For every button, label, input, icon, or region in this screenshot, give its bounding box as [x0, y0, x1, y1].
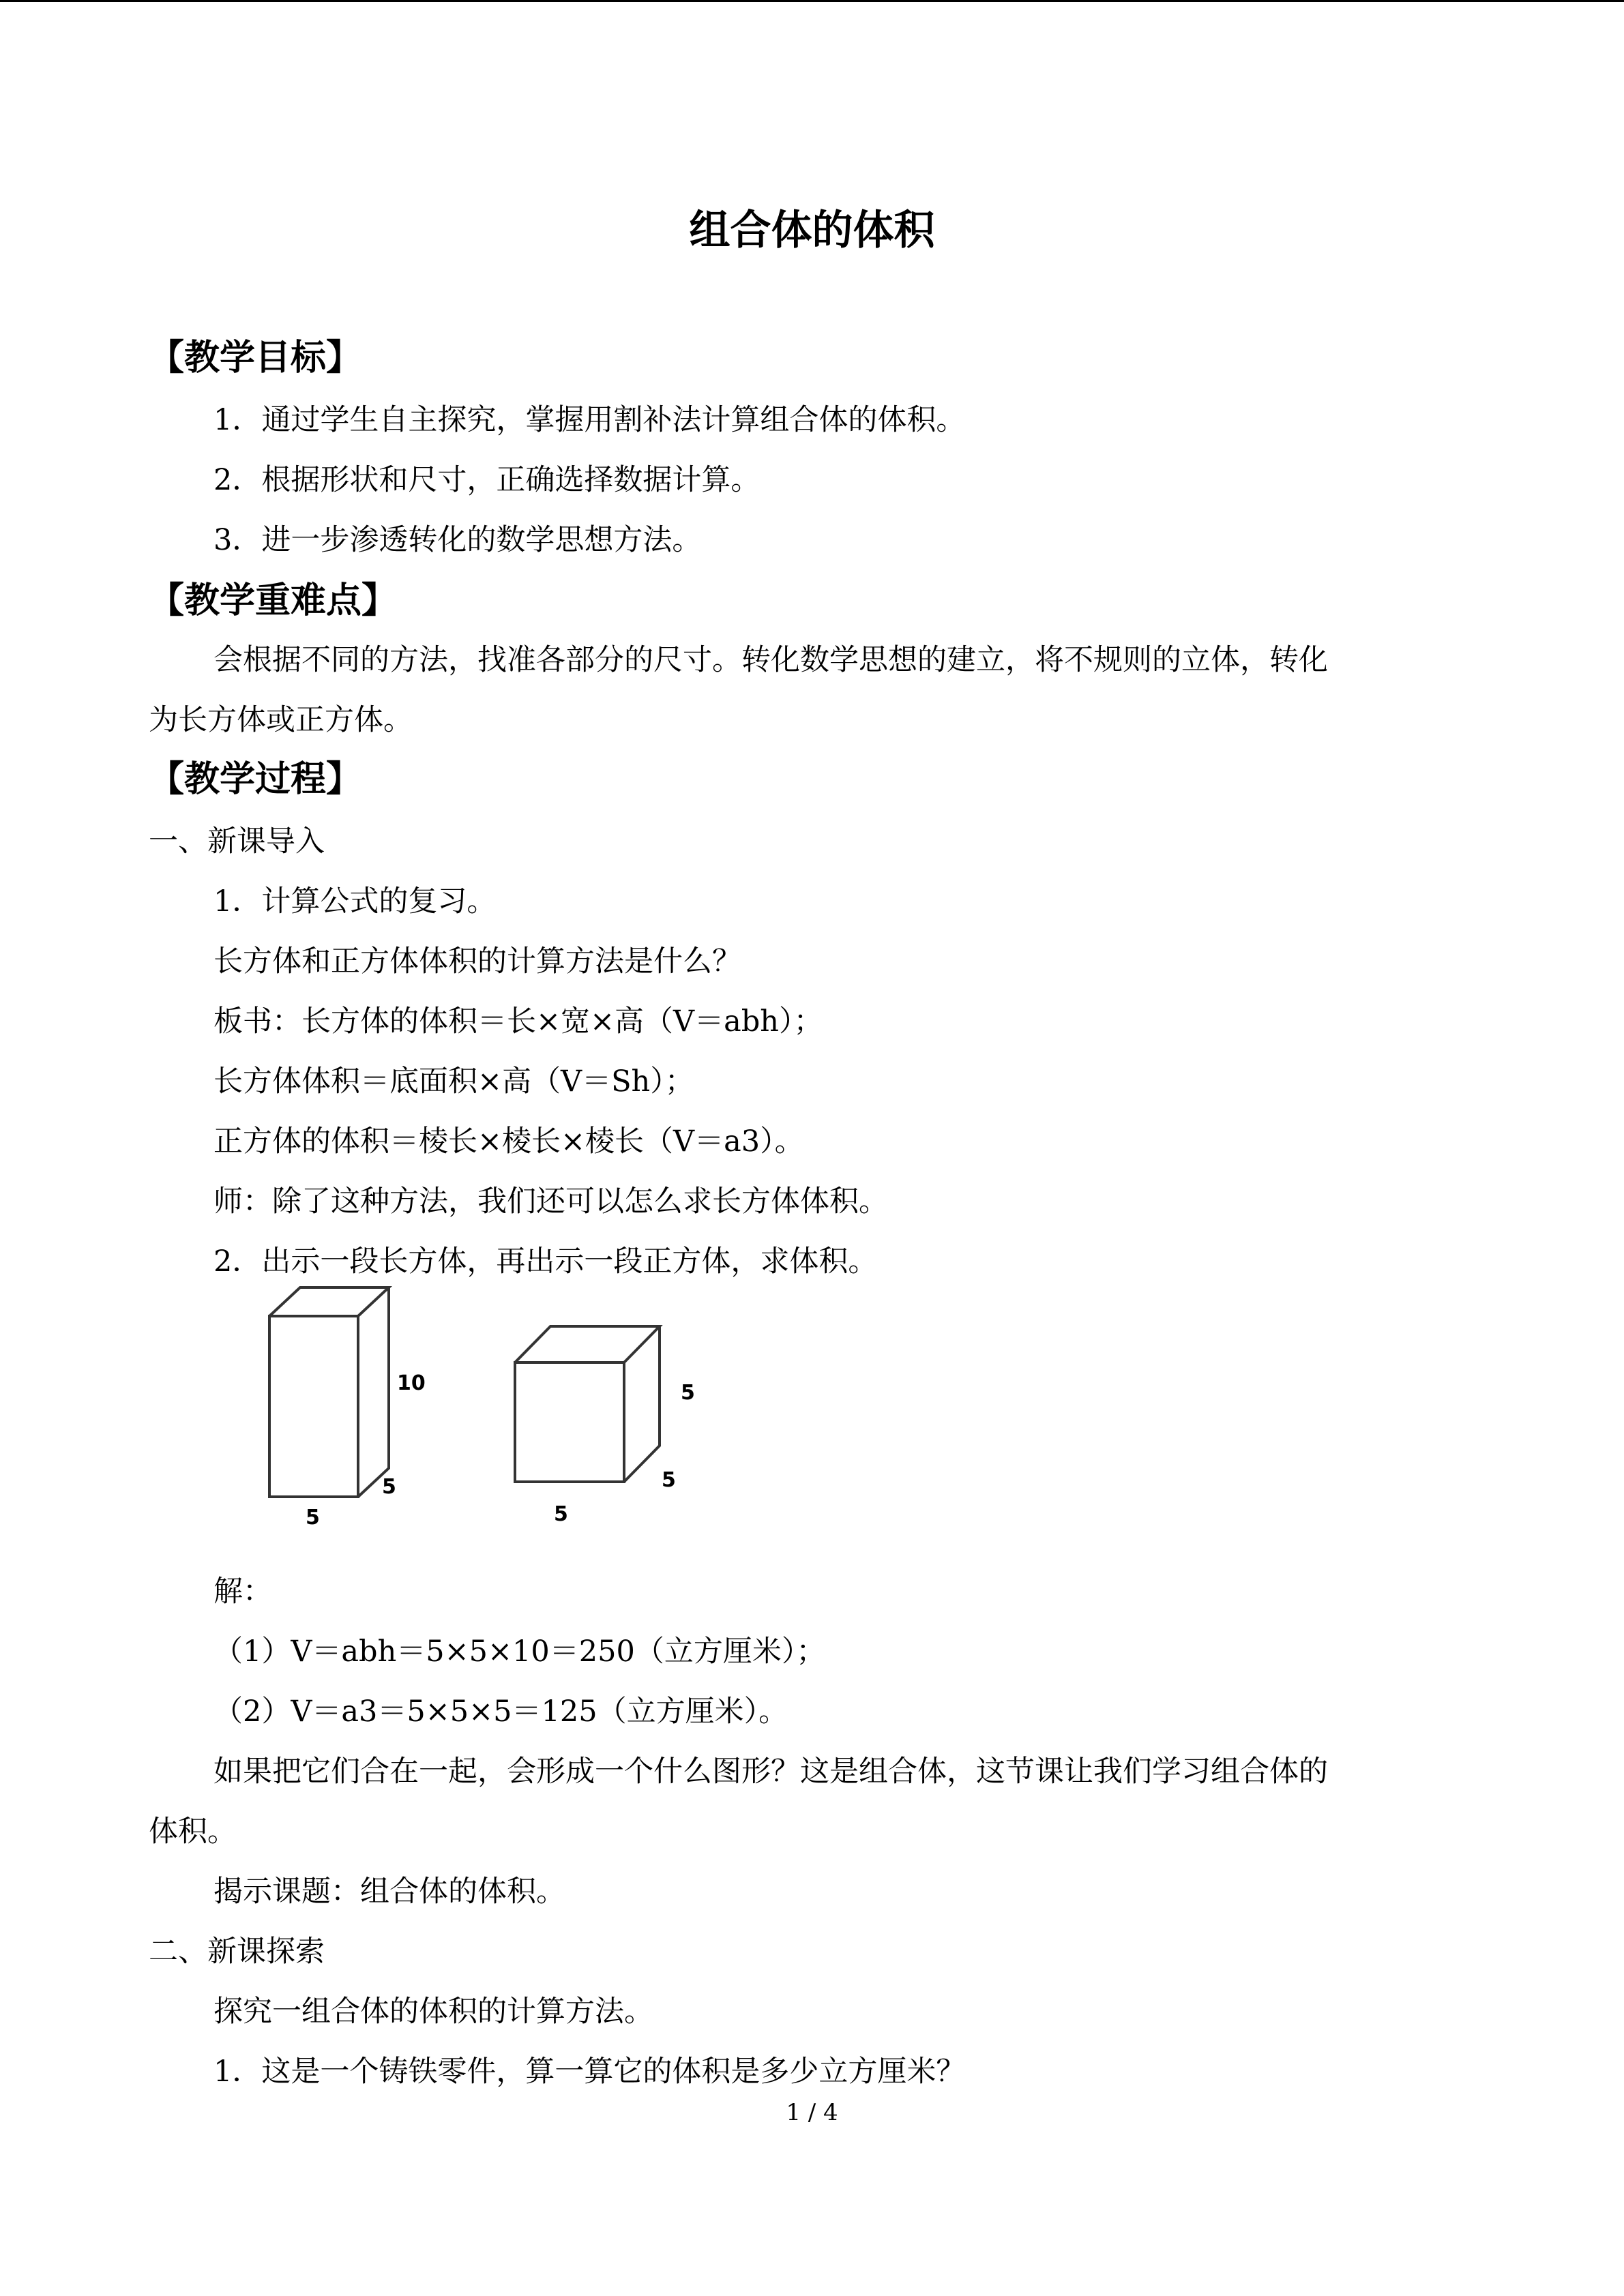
part2-item-1: 1．这是一个铸铁零件，算一算它的体积是多少立方厘米？	[213, 2055, 966, 2089]
cuboid-depth-label: 5	[382, 1475, 396, 1499]
combine-line-1: 如果把它们合在一起，会形成一个什么图形？这是组合体，这节课让我们学习组合体的	[213, 1755, 1328, 1789]
part1-question: 长方体和正方体体积的计算方法是什么？	[213, 944, 741, 979]
cuboid-front-face	[269, 1316, 358, 1497]
cube-side-edge	[624, 1326, 660, 1482]
cube-depth-label: 5	[662, 1468, 676, 1492]
part1-item-1: 1．计算公式的复习。	[213, 884, 497, 919]
cuboid-shape	[269, 1287, 389, 1497]
part1-item-2: 2．出示一段长方体，再出示一段正方体，求体积。	[213, 1244, 878, 1279]
page-number: 1 / 4	[786, 2099, 838, 2126]
board-line-2: 长方体体积＝底面积×高（V＝Sh）；	[213, 1064, 694, 1099]
reveal-line: 揭示课题：组合体的体积。	[213, 1875, 565, 1909]
cuboid-width-label: 5	[306, 1506, 320, 1530]
cuboid-and-cube-figure	[252, 1275, 743, 1541]
goals-heading: 【教学目标】	[149, 338, 362, 378]
page-title: 组合体的体积	[689, 207, 935, 254]
process-heading: 【教学过程】	[149, 759, 362, 800]
teacher-line: 师：除了这种方法，我们还可以怎么求长方体体积。	[213, 1184, 888, 1219]
board-line-1: 板书：长方体的体积＝长×宽×高（V＝abh）；	[213, 1004, 823, 1039]
cube-height-label: 5	[681, 1381, 695, 1405]
cube-top-face	[515, 1326, 660, 1362]
part1-heading: 一、新课导入	[149, 824, 325, 859]
part2-heading: 二、新课探索	[149, 1935, 325, 1969]
part2-explore: 探究一组合体的体积的计算方法。	[213, 1995, 653, 2029]
key-points-line-1: 会根据不同的方法，找准各部分的尺寸。转化数学思想的建立，将不规则的立体，转化	[213, 643, 1328, 677]
key-points-heading: 【教学重难点】	[149, 580, 398, 621]
figure-drawing	[252, 1275, 743, 1541]
cuboid-top-face	[269, 1287, 389, 1316]
solution-line-2: （2）V＝a3＝5×5×5＝125（立方厘米）。	[213, 1695, 788, 1729]
key-points-line-2: 为长方体或正方体。	[149, 703, 413, 737]
goal-item-1: 1．通过学生自主探究，掌握用割补法计算组合体的体积。	[213, 403, 966, 437]
cuboid-side-edge	[358, 1287, 389, 1497]
cube-width-label: 5	[554, 1502, 568, 1526]
solution-label: 解：	[213, 1575, 272, 1609]
goal-item-3: 3．进一步渗透转化的数学思想方法。	[213, 523, 702, 557]
board-line-3: 正方体的体积＝棱长×棱长×棱长（V＝a3）。	[213, 1124, 804, 1159]
combine-line-2: 体积。	[149, 1815, 237, 1849]
cube-front-face	[515, 1362, 624, 1482]
cuboid-height-label: 10	[397, 1371, 426, 1395]
goal-item-2: 2．根据形状和尺寸，正确选择数据计算。	[213, 463, 761, 497]
cube-shape	[515, 1326, 660, 1482]
solution-line-1: （1）V＝abh＝5×5×10＝250（立方厘米）；	[213, 1635, 826, 1669]
